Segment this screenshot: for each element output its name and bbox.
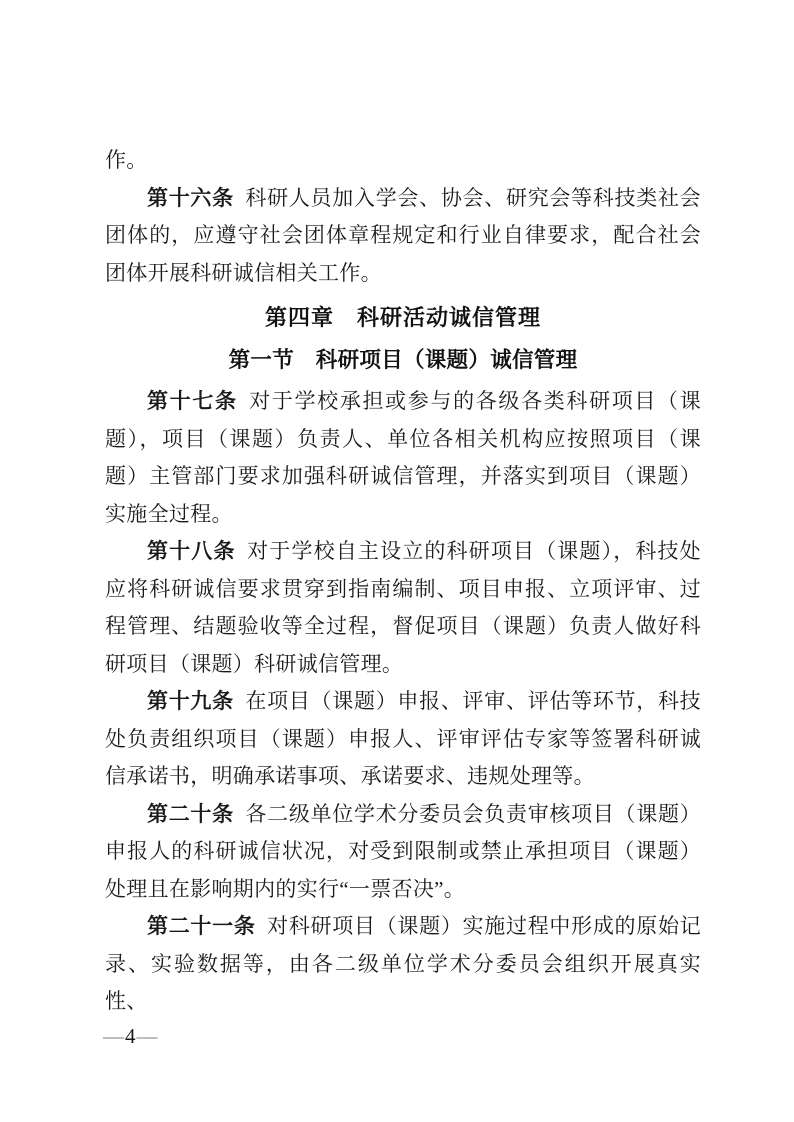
chapter-heading: 第四章 科研活动诚信管理 bbox=[264, 305, 541, 330]
article-18-number: 第十八条 bbox=[147, 539, 236, 563]
article-16 bbox=[105, 180, 701, 293]
article-20 bbox=[105, 796, 701, 909]
page-number bbox=[103, 1024, 158, 1048]
article-19-number: 第十九条 bbox=[147, 689, 234, 713]
page-number-dash-right: — bbox=[136, 1024, 158, 1048]
article-19 bbox=[105, 683, 701, 796]
article-21-text: 对科研项目（课题）实施过程中形成的原始记录、实验数据等，由各二级单位学术分委员会组织开展真实性、 bbox=[105, 914, 702, 1013]
article-17-text: 对于学校承担或参与的各级各类科研项目（课题），项目（课题）负责人、单位各相关机构应按照项目（课题）主管部门要求加强科研诚信管理，并落实到项目（课题）实施全过程。 bbox=[105, 389, 702, 526]
page-number-dash-left: — bbox=[103, 1024, 124, 1048]
article-17-number: 第十七条 bbox=[147, 389, 238, 413]
section-heading: 第一节 科研项目（课题）诚信管理 bbox=[228, 348, 578, 372]
article-18 bbox=[105, 533, 701, 683]
page-number-value: 4 bbox=[125, 1024, 136, 1048]
article-17 bbox=[105, 383, 701, 533]
article-16-text: 科研人员加入学会、协会、研究会等科技类社会团体的，应遵守社会团体章程规定和行业自律要求，配合社会团体开展科研诚信相关工作。 bbox=[105, 185, 701, 285]
article-21 bbox=[105, 908, 701, 1021]
document-body bbox=[105, 142, 701, 1021]
article-20-text: 各二级单位学术分委员会负责审核项目（课题）申报人的科研诚信状况，对受到限制或禁止承担项目（课题）处理且在影响期内的实行“一票否决”。 bbox=[105, 801, 701, 901]
article-21-number: 第二十一条 bbox=[147, 914, 256, 938]
article-16-number: 第十六条 bbox=[147, 185, 234, 210]
article-18-text: 对于学校自主设立的科研项目（课题），科技处应将科研诚信要求贯穿到指南编制、项目申报、立项评审、过程管理、结题验收等全过程，督促项目（课题）负责人做好科研项目（课题）科研诚信管理。 bbox=[105, 539, 701, 676]
article-20-number: 第二十条 bbox=[147, 801, 234, 826]
article-19-text: 在项目（课题）申报、评审、评估等环节，科技处负责组织项目（课题）申报人、评审评估专家等签署科研诚信承诺书，明确承诺事项、承诺要求、违规处理等。 bbox=[105, 689, 701, 788]
paragraph-continuation: 作。 bbox=[105, 148, 148, 172]
